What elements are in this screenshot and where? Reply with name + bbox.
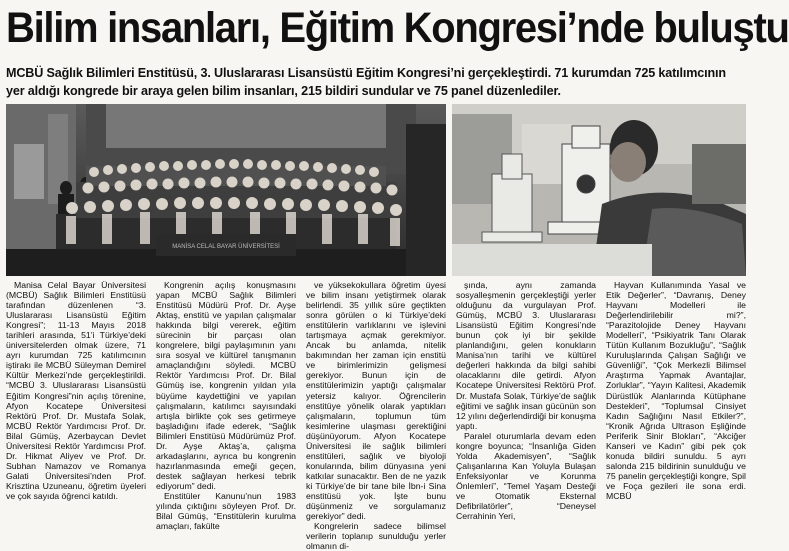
article-column-5 [606, 280, 746, 501]
microscope-photo [452, 104, 746, 276]
group-photo-image [6, 104, 446, 276]
group-photo [6, 104, 446, 276]
microscope-photo-image [452, 104, 746, 276]
article-column-1 [6, 280, 146, 501]
article-column-3 [306, 280, 446, 551]
article-column-2 [156, 280, 296, 532]
column-1-paragraph-1: Manisa Celal Bayar Üniversitesi (MCBÜ) Sağlık Bilimleri Enstitüsü tarafından düzenlenen “3. Uluslararası Lisansüstü Eğitim Kongresi”; 11-13 Mayıs 2018 tarihleri arasında, 51’i Türkiye’deki üniversitelerden olmak üzere, 71 ayrı kurumdan 725 katılımcının iştirakı ile MCBÜ Süleyman Demirel Kültür Merkezi’nde gerçekleştirildi. “MCBÜ 3. Uluslararası Lisansüstü Eğitim Kongresi”nin açılış törenine, Afyon Kocatepe Üniversitesi Rektörü Prof. Dr. Mustafa Solak, MCBÜ Rektör Yardımcısı Prof. Dr. Bilal Gümüş, Azerbaycan Devlet Üniversitesi Rektör Yardımcısı Prof. Dr. Hikmat Aliyev ve Prof. Dr. Subhan Namazov ve Romanya Galati Üniversitesi’nden Prof. Krisztina Uzuneanu, öğretim üyeleri ve çok sayıda öğrenci katıldı. [6, 280, 146, 501]
stage-banner-text: MANİSA CELAL BAYAR ÜNİVERSİTESİ [172, 244, 280, 250]
column-2-paragraph-2: Enstitüler Kanunu’nun 1983 yılında çıktığını söyleyen Prof. Dr. Bilal Gümüş, “Enstitülerin kurulma amaçları, fakülte [156, 490, 296, 532]
column-4-paragraph-1: şında, aynı zamanda sosyalleşmenin gerçekleştiği yerler olduğunu da vurgulayan Prof. Gümüş, MCBÜ 3. Uluslararası Lisansüstü Eğitim Kongresi’nde bunun çok iyi bir şekilde planlandığını, gelen konukların Manisa’nın tarihi ve kültürel değerleri hakkında da bilgi sahibi olacaklarını dile getirdi. Afyon Kocatepe Üniversitesi Rektörü Prof. Dr. Mustafa Solak, Türkiye’de sağlık eğitimi ve sağlık insan gücünün son 12 yılını değerlendirdiği bir konuşma yaptı. [456, 280, 596, 431]
lead-paragraph: MCBÜ Sağlık Bilimleri Enstitüsü, 3. Uluslararası Lisansüstü Eğitim Kongresi’ni gerçekleştirdi. 71 kurumdan 725 katılımcının yer aldığı kongrede bir araya gelen bilim insanları, 215 bildiri sundular ve 75 panel düzenlediler. [6, 66, 726, 98]
article-column-4 [456, 280, 596, 522]
column-3-paragraph-1: ve yüksekokullara öğretim üyesi ve bilim insanı yetiştirmek olarak belirlendi. 35 yıllık süre geçtikten sonra görülen o ki Türkiye’deki enstitülerin varlıklarını ve işlevini tartışmaya açmak gerekmiyor. Ancak bu anlamda, nitelik bakımından her zaman için enstitü ve birimlerimizin gelişmesi gerekiyor. Bunun için de enstitülerimizin yaptığı çalışmalar yetersiz kalıyor. Öğrencilerin enstitüye yönelik olarak yaptıkları çalışmaların, toplumun tüm kesimlerine ulaşması gerektiğini düşünüyorum. Afyon Kocatepe Üniversitesi ile sağlık bilimleri enstitüleri, sağlık ve biyoloji konularında, bilim dünyasına yeni katkılar sunacaktır. Ben de ne yazık ki Türkiye’de bir tane bile İbn-i Sina enstitüsü yok. İşte bunu düşünmeniz ve sorgulamanız gerekiyor” dedi. [306, 280, 446, 522]
column-4-paragraph-2: Paralel oturumlarla devam eden kongre boyunca; “İnsanlığa Giden Yolda Akademisyen”, “Sağlık Çalışanlarına Kan Yoluyla Bulaşan Enfeksiyonlar ve Korunma Önlemleri”, “Temel Yaşam Desteği ve Otomatik Eksternal Defibrilatörler”, “Deneysel Cerrahinin Yeri, [456, 430, 596, 522]
headline: Bilim insanları, Eğitim Kongresi’nde buluştu [6, 4, 789, 52]
column-2-paragraph-1: Kongrenin açılış konuşmasını yapan MCBÜ Sağlık Bilimleri Enstitüsü Müdürü Prof. Dr. Ayşe Aktaş, enstitü ve yapılan çalışmalar hakkında bilgi vererek, eğitim sürecinin bir parçası olan kongrelere, bilgi paylaşımının yanı sıra sosyal ve kültürel tanışmanın amaçlandığını söyledi. MCBÜ Rektör Yardımcısı Prof. Dr. Bilal Gümüş ise, kongrenin yıldan yıla büyüme kaydettiğini ve yapılan çalışmaların, katılımcı sayısındaki artışla birlikte çok ses getirmeye başladığını ifade ederek, “Sağlık Bilimleri Enstitüsü Müdürümüz Prof. Dr. Ayşe Aktaş’a, çalışma arkadaşlarını, ayrıca bu kongrenin hazırlanmasında emeği geçen, destek sağlayan herkesi tebrik ediyorum” dedi. [156, 280, 296, 491]
column-3-paragraph-2: Kongrelerin sadece bilimsel verilerin toplanıp sunulduğu yerler olmanın di- [306, 521, 446, 551]
column-5-paragraph-1: Hayvan Kullanımında Yasal ve Etik Değerler”, “Davranış, Deney Hayvanı Modelleri ile Değerlendirilebilir mi?”, “Parazitolojide Deney Hayvanı Modelleri”, “Psikiyatrik Tanı Olarak Tütün Kullanım Bozukluğu”, “Sağlık Kuruluşlarında Çalışan Sağlığı ve Güvenliği”, “Çok Merkezli Bilimsel Araştırma Yapmak Avantajlar, Zorluklar”, “Yayın Kalitesi, Akademik Dürüstlük Alanlarında Kütüphane Destekleri”, “Toplumsal Cinsiyet Kadın Sağlığını Nasıl Etkiler?”, “Kronik Ağrıda Ultrason Eşliğinde Periferik Sinir Blokları”, “Akciğer Kanseri ve Kadın” gibi pek çok konuda bildiri sunuldu. 5 ayrı salonda 215 bildirinin sunulduğu ve 75 panelin gerçekleştiği kongre, Spil ve Foça gezileri ile sona erdi. MCBÜ [606, 280, 746, 501]
article-body [6, 280, 746, 551]
